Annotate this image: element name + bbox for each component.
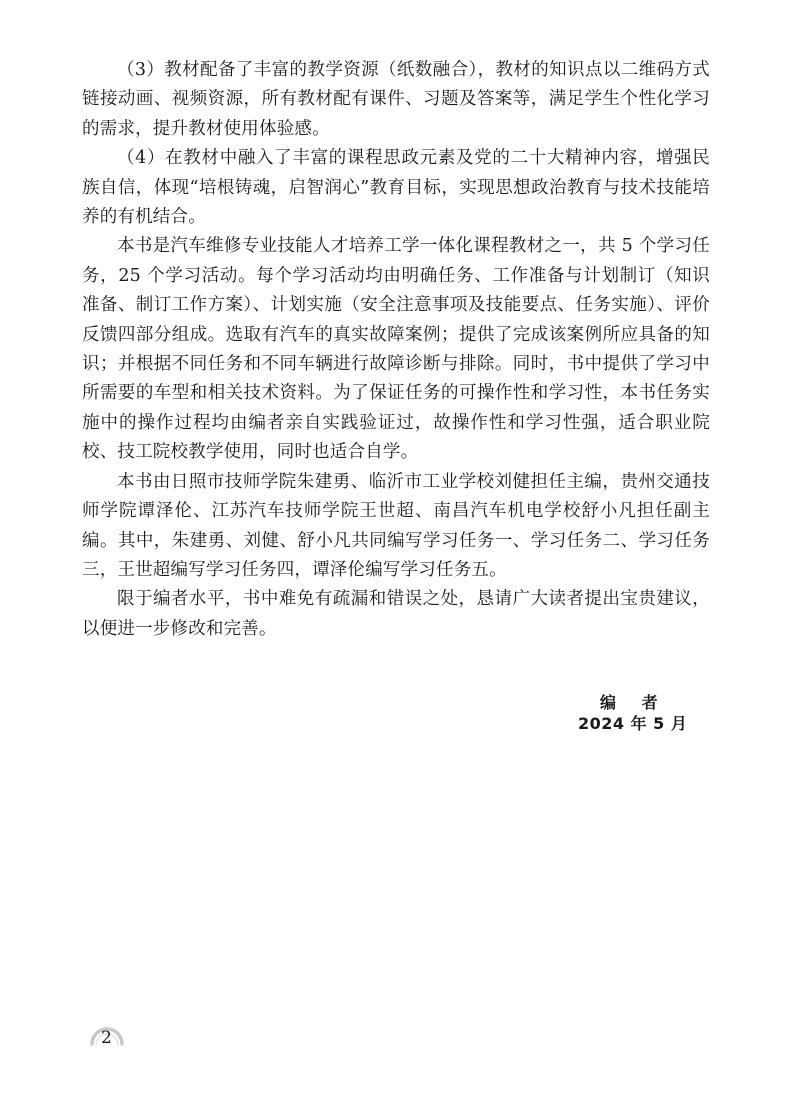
paragraph-closing: 限于编者水平，书中难免有疏漏和错误之处，恳请广大读者提出宝贵建议，以便进一步修改和完善。 bbox=[82, 589, 710, 639]
signature-date: 2024 年 5 月 bbox=[578, 714, 688, 733]
paragraph-ideology: （4）在教材中融入了丰富的课程思政元素及党的二十大精神内容，增强民族自信，体现“培根铸魂，启智润心”教育目标，实现思想政治教育与技术技能培养的有机结合。 bbox=[82, 148, 710, 228]
paragraph-authors: 本书由日照市技师学院朱建勇、临沂市工业学校刘健担任主编，贵州交通技师学院谭泽伦、江苏汽车技师学院王世超、南昌汽车机电学校舒小凡担任副主编。其中，朱建勇、刘健、舒小凡共同编写学习任务一、学习任务二、学习任务三，王世超编写学习任务四，谭泽伦编写学习任务五。 bbox=[82, 471, 710, 580]
preface-body bbox=[82, 56, 710, 644]
page-footer bbox=[88, 1022, 126, 1056]
paragraph-resources: （3）教材配备了丰富的教学资源（纸数融合），教材的知识点以二维码方式链接动画、视频资源，所有教材配有课件、习题及答案等，满足学生个性化学习的需求，提升教材使用体验感。 bbox=[82, 60, 710, 139]
paragraph-book-structure: 本书是汽车维修专业技能人才培养工学一体化课程教材之一，共 5 个学习任务，25 个学习活动。每个学习活动均由明确任务、工作准备与计划制订（知识准备、制订工作方案）、计划实施（安全注意事项及技能要点、任务实施）、评价反馈四部分组成。选取有汽车的真实故障案例；提供了完成该案例所应具备的知识；并根据不同任务和不同车辆进行故障诊断与排除。同时，书中提供了学习中所需要的车型和相关技术资料。为了保证任务的可操作性和学习性，本书任务实施中的操作过程均由编者亲自实践验证过，故操作性和学习性强，适合职业院校、技工院校教学使用，同时也适合自学。 bbox=[82, 236, 710, 463]
signature-editor: 编 者 bbox=[600, 693, 668, 712]
page-number: 2 bbox=[101, 1028, 112, 1048]
